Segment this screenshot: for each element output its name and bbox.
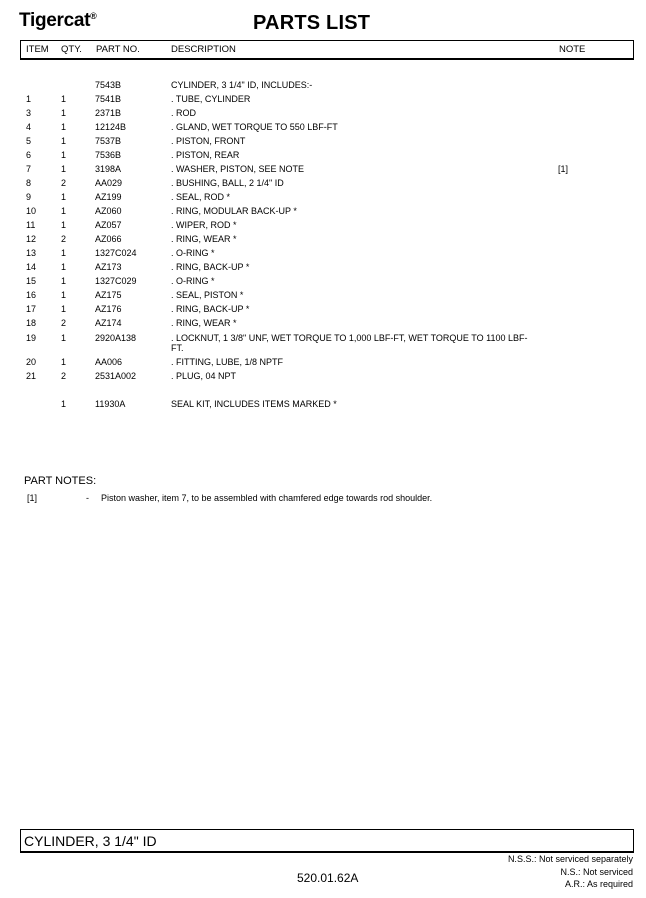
column-header-item: ITEM	[26, 44, 49, 55]
row-part-no: AZ173	[95, 262, 122, 272]
row-part-no: 2531A002	[95, 371, 137, 381]
row-qty: 1	[61, 333, 67, 343]
row-description: . O-RING *	[171, 276, 215, 286]
table-row	[0, 262, 646, 276]
row-description: . RING, BACK-UP *	[171, 304, 250, 314]
row-description: . GLAND, WET TORQUE TO 550 LBF-FT	[171, 122, 338, 132]
row-description: . O-RING *	[171, 248, 215, 258]
abbreviation-legend	[508, 853, 633, 891]
row-description: . RING, BACK-UP *	[171, 262, 250, 272]
document-number: 520.01.62A	[297, 871, 359, 885]
note-text: Piston washer, item 7, to be assembled with chamfered edge towards rod shoulder.	[101, 493, 433, 503]
row-item: 20	[26, 357, 37, 367]
row-part-no: 3198A	[95, 164, 122, 174]
row-item: 1	[26, 94, 32, 104]
row-qty: 1	[61, 94, 67, 104]
row-part-no: AZ174	[95, 318, 122, 328]
row-item: 8	[26, 178, 32, 188]
row-qty: 2	[61, 371, 67, 381]
row-description: . LOCKNUT, 1 3/8" UNF, WET TORQUE TO 1,000 LBF-FT, WET TORQUE TO 1100 LBF-	[171, 333, 528, 343]
row-qty: 1	[61, 164, 67, 174]
row-item: 21	[26, 371, 37, 381]
row-item: 13	[26, 248, 37, 258]
row-part-no: 12124B	[95, 122, 127, 132]
header-divider	[20, 58, 634, 60]
row-qty: 1	[61, 399, 67, 409]
row-description-continued: FT.	[171, 343, 184, 353]
row-part-no: 7536B	[95, 150, 122, 160]
row-item: 4	[26, 122, 32, 132]
brand-logo	[19, 10, 97, 32]
row-qty: 1	[61, 192, 67, 202]
row-description: . PISTON, REAR	[171, 150, 240, 160]
row-part-no: AZ066	[95, 234, 122, 244]
table-row	[0, 94, 646, 108]
table-row	[0, 290, 646, 304]
row-qty: 1	[61, 122, 67, 132]
row-part-no: 1327C024	[95, 248, 137, 258]
row-part-no: AA029	[95, 178, 123, 188]
row-item: 7	[26, 164, 32, 174]
table-row	[0, 192, 646, 206]
note-dash: -	[86, 493, 89, 503]
row-part-no: AZ060	[95, 206, 122, 216]
table-row	[0, 80, 646, 94]
registered-mark: ®	[90, 11, 97, 21]
table-row	[0, 150, 646, 164]
row-item: 9	[26, 192, 32, 202]
row-part-no: 7543B	[95, 80, 122, 90]
table-row	[0, 318, 646, 332]
table-row	[0, 164, 646, 178]
table-row	[0, 178, 646, 192]
table-row	[0, 136, 646, 150]
row-part-no: 7541B	[95, 94, 122, 104]
row-description: . TUBE, CYLINDER	[171, 94, 251, 104]
table-row	[0, 108, 646, 122]
table-row	[0, 357, 646, 371]
table-header	[20, 40, 634, 58]
footer-title: CYLINDER, 3 1/4" ID	[24, 833, 157, 849]
row-description: CYLINDER, 3 1/4" ID, INCLUDES:-	[171, 80, 313, 90]
legend-ar: A.R.: As required	[564, 879, 633, 889]
part-notes-title: PART NOTES:	[24, 475, 97, 487]
row-part-no: AZ199	[95, 192, 122, 202]
row-qty: 1	[61, 108, 67, 118]
row-qty: 1	[61, 262, 67, 272]
table-row	[0, 304, 646, 318]
column-header-note: NOTE	[559, 44, 586, 55]
row-part-no: AZ057	[95, 220, 122, 230]
row-part-no: AZ176	[95, 304, 122, 314]
row-description: SEAL KIT, INCLUDES ITEMS MARKED *	[171, 399, 337, 409]
row-description: . WIPER, ROD *	[171, 220, 237, 230]
table-row	[0, 234, 646, 248]
row-item: 15	[26, 276, 37, 286]
table-row	[0, 371, 646, 385]
column-header-part-no: PART NO.	[96, 44, 140, 55]
row-qty: 1	[61, 290, 67, 300]
row-qty: 1	[61, 304, 67, 314]
row-qty: 1	[61, 276, 67, 286]
row-part-no: 1327C029	[95, 276, 137, 286]
row-part-no: AZ175	[95, 290, 122, 300]
table-row	[0, 333, 646, 353]
row-item: 14	[26, 262, 37, 272]
page-title: PARTS LIST	[253, 12, 371, 34]
row-qty: 1	[61, 248, 67, 258]
row-part-no: 7537B	[95, 136, 122, 146]
row-qty: 1	[61, 136, 67, 146]
table-row	[0, 276, 646, 290]
footer-title-box	[20, 829, 634, 853]
row-qty: 2	[61, 234, 67, 244]
row-description: . BUSHING, BALL, 2 1/4" ID	[171, 178, 284, 188]
table-row	[0, 206, 646, 220]
row-item: 18	[26, 318, 37, 328]
row-item: 5	[26, 136, 32, 146]
row-description: . RING, WEAR *	[171, 318, 237, 328]
row-description: . RING, MODULAR BACK-UP *	[171, 206, 297, 216]
table-row	[0, 122, 646, 136]
row-description: . FITTING, LUBE, 1/8 NPTF	[171, 357, 284, 367]
row-item: 17	[26, 304, 37, 314]
row-qty: 2	[61, 318, 67, 328]
row-item: 10	[26, 206, 37, 216]
row-part-no: 2920A138	[95, 333, 137, 343]
legend-ns: N.S.: Not serviced	[560, 866, 633, 877]
row-item: 6	[26, 150, 32, 160]
row-item: 11	[26, 220, 36, 230]
column-header-qty: QTY.	[61, 44, 82, 55]
table-row	[0, 399, 646, 413]
table-row	[0, 248, 646, 262]
row-qty: 1	[61, 357, 67, 367]
row-item: 19	[26, 333, 37, 343]
row-part-no: 11930A	[95, 399, 126, 409]
note-ref: [1]	[27, 493, 38, 503]
table-row	[0, 220, 646, 234]
row-part-no: 2371B	[95, 108, 122, 118]
row-qty: 1	[61, 150, 67, 160]
row-description: . ROD	[171, 108, 197, 118]
row-qty: 2	[61, 178, 67, 188]
row-description: . WASHER, PISTON, SEE NOTE	[171, 164, 305, 174]
legend-nss: N.S.S.: Not serviced separately	[507, 854, 633, 864]
row-item: 3	[26, 108, 32, 118]
brand-name: Tigercat	[19, 10, 91, 31]
row-qty: 1	[61, 206, 67, 216]
row-description: . PISTON, FRONT	[171, 136, 246, 146]
row-qty: 1	[61, 220, 67, 230]
row-description: . SEAL, ROD *	[171, 192, 231, 202]
column-header-description: DESCRIPTION	[171, 44, 236, 55]
row-item: 12	[26, 234, 37, 244]
row-description: . RING, WEAR *	[171, 234, 237, 244]
row-item: 16	[26, 290, 37, 300]
row-part-no: AA006	[95, 357, 123, 367]
row-note: [1]	[558, 164, 569, 174]
row-description: . PLUG, 04 NPT	[171, 371, 237, 381]
row-description: . SEAL, PISTON *	[171, 290, 244, 300]
